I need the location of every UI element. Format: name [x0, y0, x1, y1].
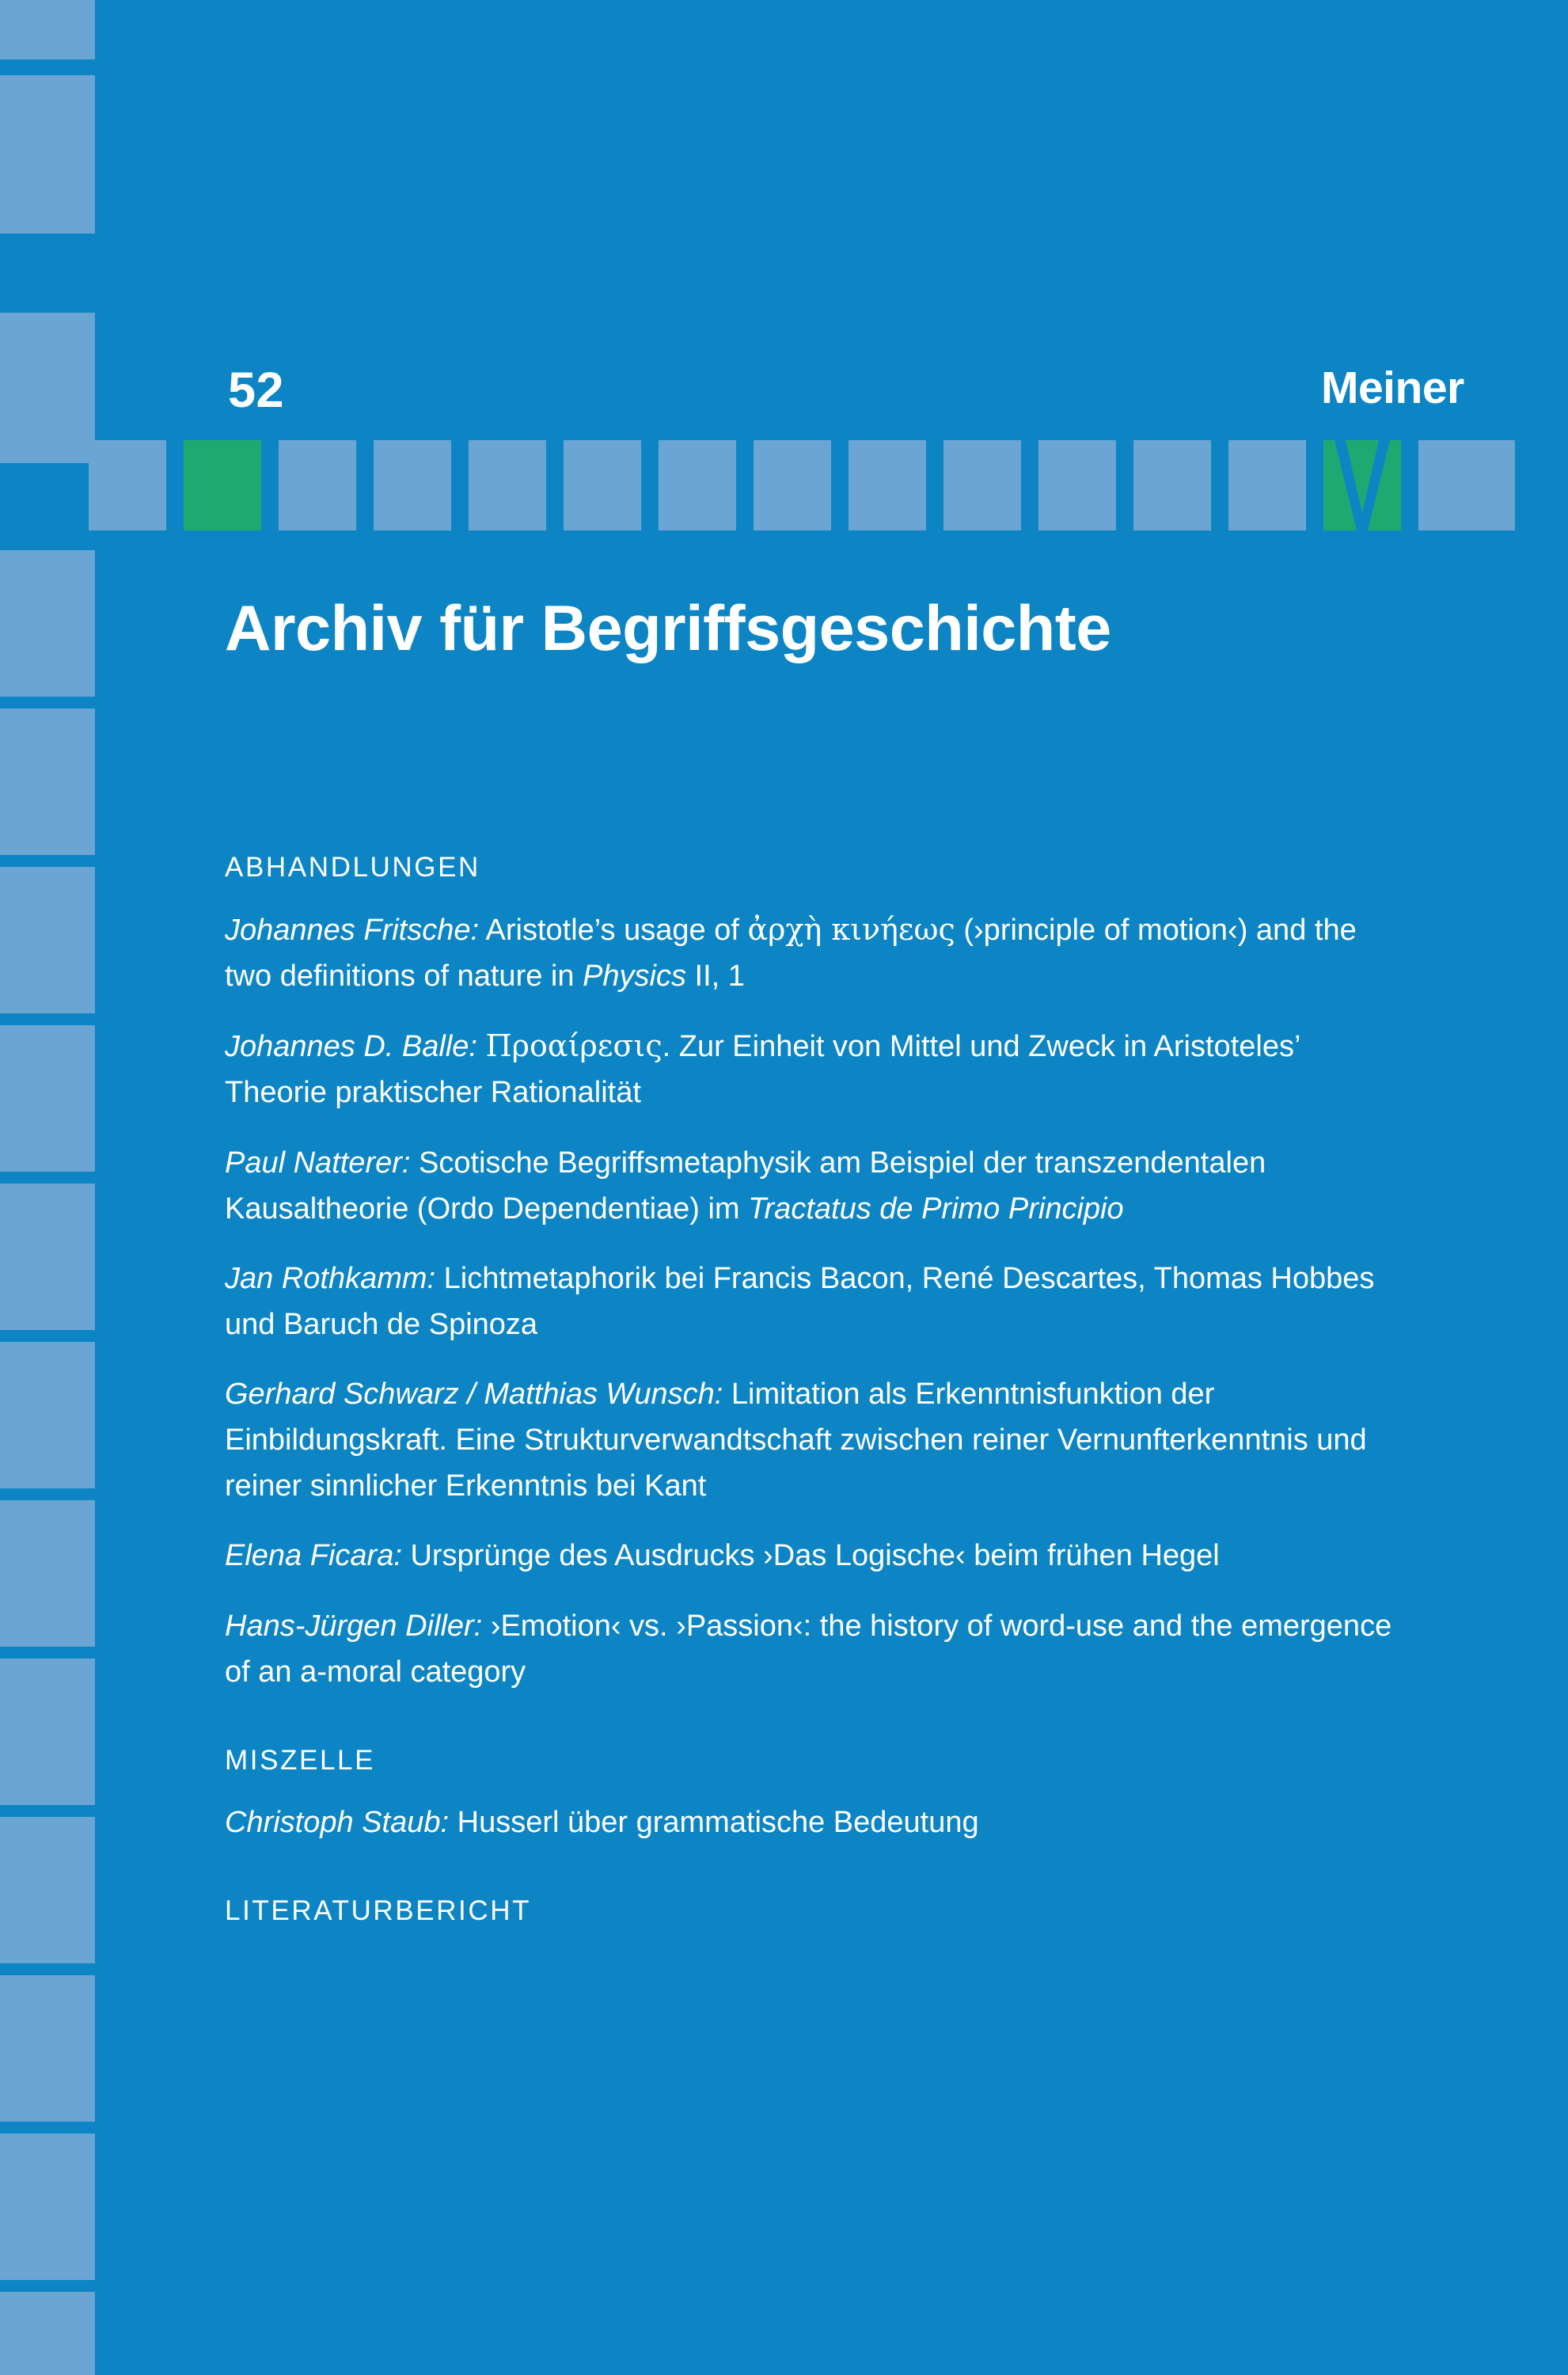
left-decor-block-8 — [0, 1342, 95, 1488]
toc-entry-title: Aristotle’s usage of ἀρχὴ κινήεως (›principle of motion‹) and the two definitions of nature in Physics II, 1 — [225, 912, 1357, 994]
toc-entry-title: Scotische Begriffsmetaphysik am Beispiel der transzendentalen Kausaltheorie (Ordo Dependentiae) im Tractatus de Primo Principio — [225, 1146, 1266, 1226]
band-square-11 — [1133, 440, 1211, 530]
decorative-square-band — [0, 440, 1568, 530]
band-square-3 — [374, 440, 451, 530]
toc-entry-title: Lichtmetaphorik bei Francis Bacon, René Descartes, Thomas Hobbes und Baruch de Spinoza — [225, 1261, 1375, 1341]
band-square-10 — [1038, 440, 1116, 530]
band-square-0 — [89, 440, 166, 530]
left-decor-block-13 — [0, 2134, 95, 2280]
left-decor-block-4 — [0, 709, 95, 855]
band-square-6 — [659, 440, 736, 530]
band-square-1 — [184, 440, 261, 530]
band-square-4 — [469, 440, 546, 530]
left-decor-block-6 — [0, 1025, 95, 1172]
band-square-2 — [279, 440, 356, 530]
toc-entry[interactable] — [225, 1256, 1396, 1347]
toc-entry-author: Hans-Jürgen Diller: — [225, 1609, 483, 1643]
toc-entry[interactable] — [225, 1371, 1396, 1509]
band-square-14 — [1418, 440, 1515, 530]
left-decor-block-1 — [0, 75, 95, 234]
toc-section-heading: LITERATURBERICHT — [225, 1894, 532, 1926]
meiner-logo-icon — [1323, 440, 1401, 530]
toc-entry-author: Gerhard Schwarz / Matthias Wunsch: — [225, 1378, 723, 1411]
left-decor-block-12 — [0, 1975, 95, 2122]
band-square-7 — [754, 440, 831, 530]
toc-entry-author: Paul Natterer: — [225, 1146, 411, 1180]
toc-entry-author: Johannes Fritsche: — [225, 914, 480, 947]
left-decor-block-0 — [0, 0, 95, 59]
left-decor-block-5 — [0, 867, 95, 1013]
left-decor-block-3 — [0, 550, 95, 697]
toc-entry-title: ›Emotion‹ vs. ›Passion‹: the history of word-use and the emergence of an a-moral category — [225, 1609, 1392, 1689]
toc-entry[interactable] — [225, 1603, 1396, 1695]
publisher-wordmark: Meiner — [1321, 363, 1464, 413]
left-decor-block-11 — [0, 1817, 95, 1963]
toc-entry-title: Limitation als Erkenntnisfunktion der Einbildungskraft. Eine Strukturverwandtschaft zwischen reiner Vernunfterkenntnis und reiner sinnlicher Erkenntnis bei Kant — [225, 1378, 1367, 1503]
toc-entry[interactable] — [225, 1023, 1396, 1115]
toc-entry[interactable] — [225, 906, 1396, 999]
volume-number: 52 — [228, 363, 285, 418]
table-of-contents — [225, 851, 1396, 1950]
toc-entry[interactable] — [225, 1140, 1396, 1232]
toc-entry[interactable] — [225, 1533, 1396, 1579]
band-square-9 — [943, 440, 1021, 530]
toc-entry-author: Christoph Staub: — [225, 1805, 450, 1839]
toc-entry-title: Husserl über grammatische Bedeutung — [449, 1805, 979, 1839]
toc-entry-author: Johannes D. Balle: — [225, 1030, 477, 1064]
left-decor-block-10 — [0, 1659, 95, 1805]
band-square-8 — [849, 440, 926, 530]
toc-entry-title: Ursprünge des Ausdrucks ›Das Logische‹ beim frühen Hegel — [401, 1539, 1220, 1573]
toc-entry-author: Elena Ficara: — [225, 1539, 402, 1573]
left-decorative-column — [0, 0, 95, 2375]
toc-entry-author: Jan Rothkamm: — [225, 1261, 436, 1295]
toc-section-heading: MISZELLE — [225, 1744, 376, 1776]
band-square-12 — [1228, 440, 1306, 530]
toc-section-heading: ABHANDLUNGEN — [225, 852, 480, 883]
left-decor-block-14 — [0, 2292, 95, 2375]
left-decor-block-7 — [0, 1184, 95, 1330]
band-square-5 — [564, 440, 641, 530]
journal-title: Archiv für Begriffsgeschichte — [225, 593, 1111, 664]
toc-entry-title: Προαίρεσις. Zur Einheit von Mittel und Zweck in Aristoteles’ Theorie praktischer Rationalität — [225, 1028, 1300, 1110]
toc-entry[interactable] — [225, 1799, 1396, 1845]
left-decor-block-9 — [0, 1500, 95, 1647]
